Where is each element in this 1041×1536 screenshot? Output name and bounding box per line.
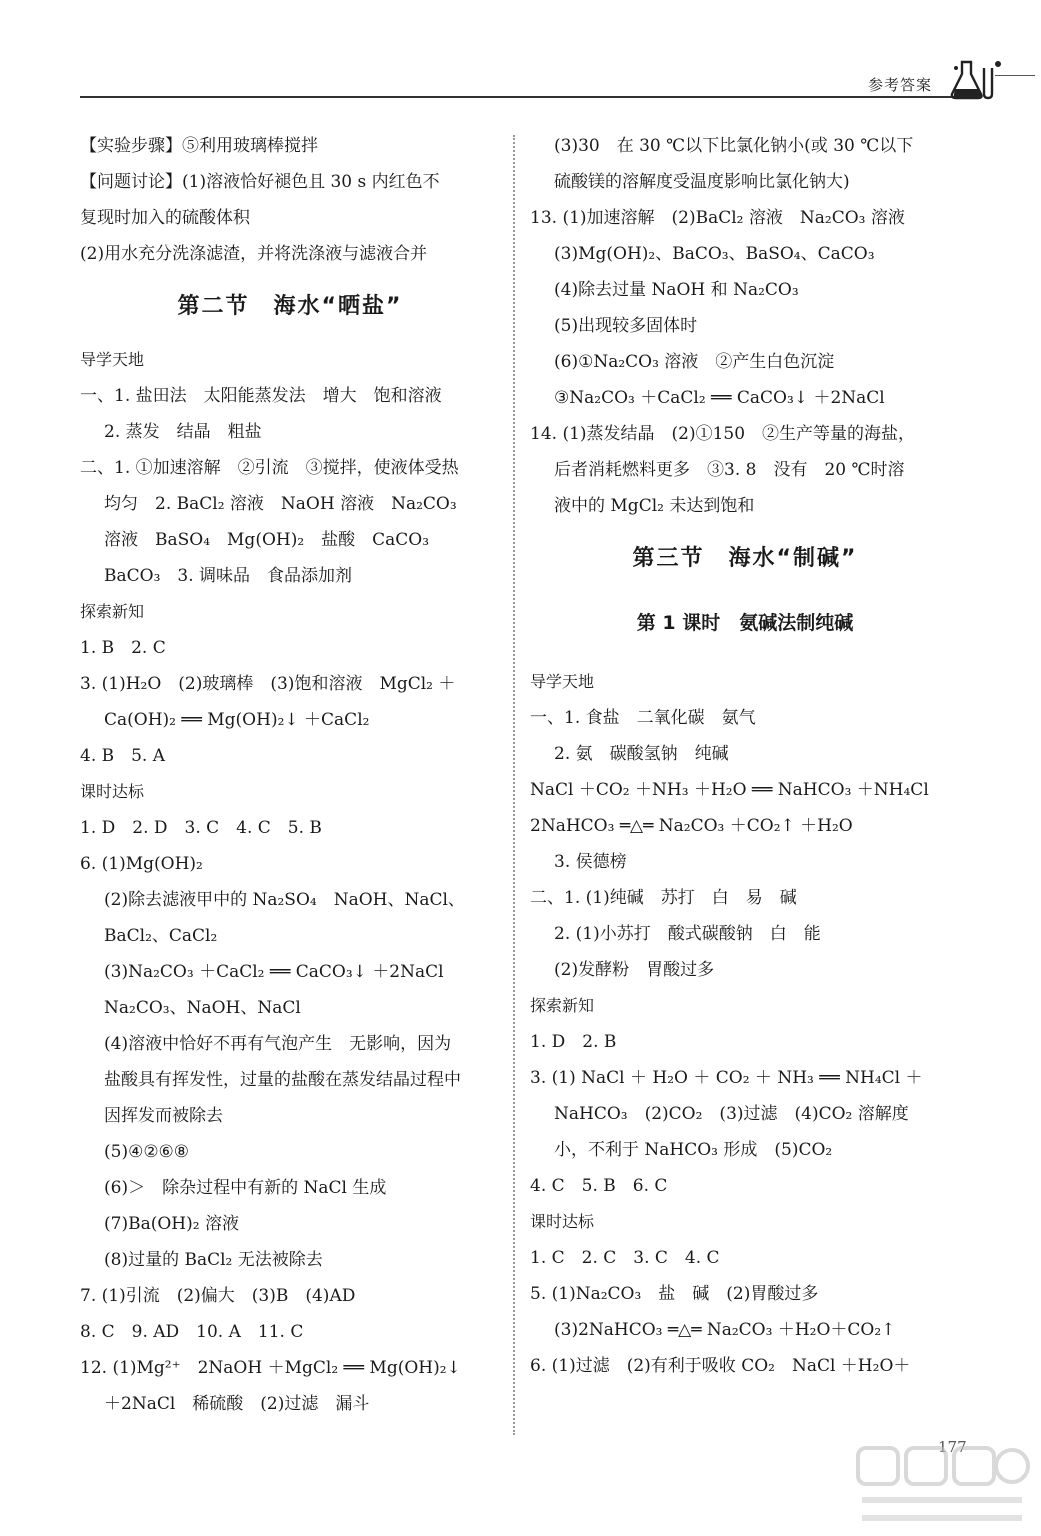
text-line: 3. (1)H₂O (2)玻璃棒 (3)饱和溶液 MgCl₂ ＋ [80,674,456,694]
text-line: Na₂CO₃、NaOH、NaCl [104,998,301,1018]
text-line: BaCl₂、CaCl₂ [104,926,218,946]
text-line: 6. (1)过滤 (2)有利于吸收 CO₂ NaCl ＋H₂O＋ [530,1356,911,1376]
text-line: (3)30 在 30 ℃以下比氯化钠小(或 30 ℃以下 [554,136,914,156]
text-line: 12. (1)Mg²⁺ 2NaOH ＋MgCl₂ ══ Mg(OH)₂↓ [80,1358,461,1378]
section-title: 第三节 海水“制碱” [632,546,858,571]
text-line: 溶液 BaSO₄ Mg(OH)₂ 盐酸 CaCO₃ [104,530,430,550]
section-title: 第二节 海水“晒盐” [177,294,403,319]
text-line: (5)出现较多固体时 [554,316,698,336]
text-line: 小，不利于 NaHCO₃ 形成 (5)CO₂ [554,1140,833,1160]
text-line: (2)发酵粉 胃酸过多 [554,960,715,980]
text-line: 2. 蒸发 结晶 粗盐 [104,422,262,442]
left-column [80,128,500,1422]
text-line: 4. B 5. A [80,746,166,766]
text-line: Ca(OH)₂ ══ Mg(OH)₂↓ ＋CaCl₂ [104,710,370,730]
text-line: (3)Mg(OH)₂、BaCO₃、BaSO₄、CaCO₃ [554,244,875,264]
subsection-heading: 导学天地 [80,350,145,369]
subsection-heading: 课时达标 [530,1212,595,1231]
header-tail-rule [995,75,1035,76]
text-line: (5)④②⑥⑧ [104,1142,190,1162]
text-line: 【问题讨论】(1)溶液恰好褪色且 30 s 内红色不 [80,172,440,192]
text-line: (2)用水充分洗涤滤渣，并将洗涤液与滤液合并 [80,244,428,264]
text-line: 14. (1)蒸发结晶 (2)①150 ②生产等量的海盐， [530,424,916,444]
text-line: 2NaHCO₃ ═△═ Na₂CO₃ ＋CO₂↑ ＋H₂O [530,816,853,836]
text-line: 1. D 2. D 3. C 4. C 5. B [80,818,322,838]
text-line: 13. (1)加速溶解 (2)BaCl₂ 溶液 Na₂CO₃ 溶液 [530,208,905,228]
text-line: 1. C 2. C 3. C 4. C [530,1248,720,1268]
lesson-title: 第 1 课时 氨碱法制纯碱 [636,612,854,634]
subsection-heading: 课时达标 [80,782,145,801]
text-line: (6)①Na₂CO₃ 溶液 ②产生白色沉淀 [554,352,835,372]
text-line: 1. B 2. C [80,638,166,658]
text-line: 盐酸具有挥发性，过量的盐酸在蒸发结晶过程中 [104,1070,461,1090]
right-column [530,128,960,1384]
flask-icon [948,58,1008,100]
text-line: 二、1. (1)纯碱 苏打 白 易 碱 [530,888,797,908]
header-label: 参考答案 [868,76,933,94]
text-line: 因挥发而被除去 [104,1106,223,1126]
text-line: 7. (1)引流 (2)偏大 (3)B (4)AD [80,1286,356,1306]
text-line: 3. 侯德榜 [554,852,627,872]
text-line: 5. (1)Na₂CO₃ 盐 碱 (2)胃酸过多 [530,1284,819,1304]
text-line: 4. C 5. B 6. C [530,1176,668,1196]
text-line: 6. (1)Mg(OH)₂ [80,854,203,874]
text-line: (2)除去滤液甲中的 Na₂SO₄ NaOH、NaCl、 [104,890,465,910]
header-rule [80,96,960,98]
watermark-logo [852,1440,1032,1530]
text-line: NaHCO₃ (2)CO₂ (3)过滤 (4)CO₂ 溶解度 [554,1104,909,1124]
text-line: (7)Ba(OH)₂ 溶液 [104,1214,239,1234]
text-line: 硫酸镁的溶解度受温度影响比氯化钠大) [554,172,850,192]
text-line: 8. C 9. AD 10. A 11. C [80,1322,304,1342]
text-line: ③Na₂CO₃ ＋CaCl₂ ══ CaCO₃↓ ＋2NaCl [554,388,885,408]
page-header [0,0,1041,110]
text-line: 一、1. 盐田法 太阳能蒸发法 增大 饱和溶液 [80,386,442,406]
text-line: 复现时加入的硫酸体积 [80,208,250,228]
text-line: (3)2NaHCO₃ ═△═ Na₂CO₃ ＋H₂O＋CO₂↑ [554,1320,896,1340]
subsection-heading: 探索新知 [80,602,145,621]
text-line: 二、1. ①加速溶解 ②引流 ③搅拌，使液体受热 [80,458,459,478]
text-line: 一、1. 食盐 二氧化碳 氨气 [530,708,756,728]
text-line: 后者消耗燃料更多 ③3. 8 没有 20 ℃时溶 [554,460,905,480]
page-number: 177 [938,1438,967,1456]
text-line: 液中的 MgCl₂ 未达到饱和 [554,496,755,516]
text-line: 均匀 2. BaCl₂ 溶液 NaOH 溶液 Na₂CO₃ [104,494,457,514]
text-line: (3)Na₂CO₃ ＋CaCl₂ ══ CaCO₃↓ ＋2NaCl [104,962,444,982]
text-line: 【实验步骤】⑤利用玻璃棒搅拌 [80,136,318,156]
text-line: NaCl ＋CO₂ ＋NH₃ ＋H₂O ══ NaHCO₃ ＋NH₄Cl [530,780,929,800]
text-line: 3. (1) NaCl ＋ H₂O ＋ CO₂ ＋ NH₃ ══ NH₄Cl ＋ [530,1068,923,1088]
text-line: (4)溶液中恰好不再有气泡产生 无影响，因为 [104,1034,452,1054]
text-line: ＋2NaCl 稀硫酸 (2)过滤 漏斗 [104,1394,370,1414]
column-divider [513,135,515,1435]
text-line: (8)过量的 BaCl₂ 无法被除去 [104,1250,323,1270]
text-line: 2. 氨 碳酸氢钠 纯碱 [554,744,729,764]
subsection-heading: 探索新知 [530,996,595,1015]
text-line: 2. (1)小苏打 酸式碳酸钠 白 能 [554,924,821,944]
text-line: BaCO₃ 3. 调味品 食品添加剂 [104,566,353,586]
subsection-heading: 导学天地 [530,672,595,691]
text-line: (6)＞ 除杂过程中有新的 NaCl 生成 [104,1178,387,1198]
text-line: (4)除去过量 NaOH 和 Na₂CO₃ [554,280,799,300]
text-line: 1. D 2. B [530,1032,617,1052]
